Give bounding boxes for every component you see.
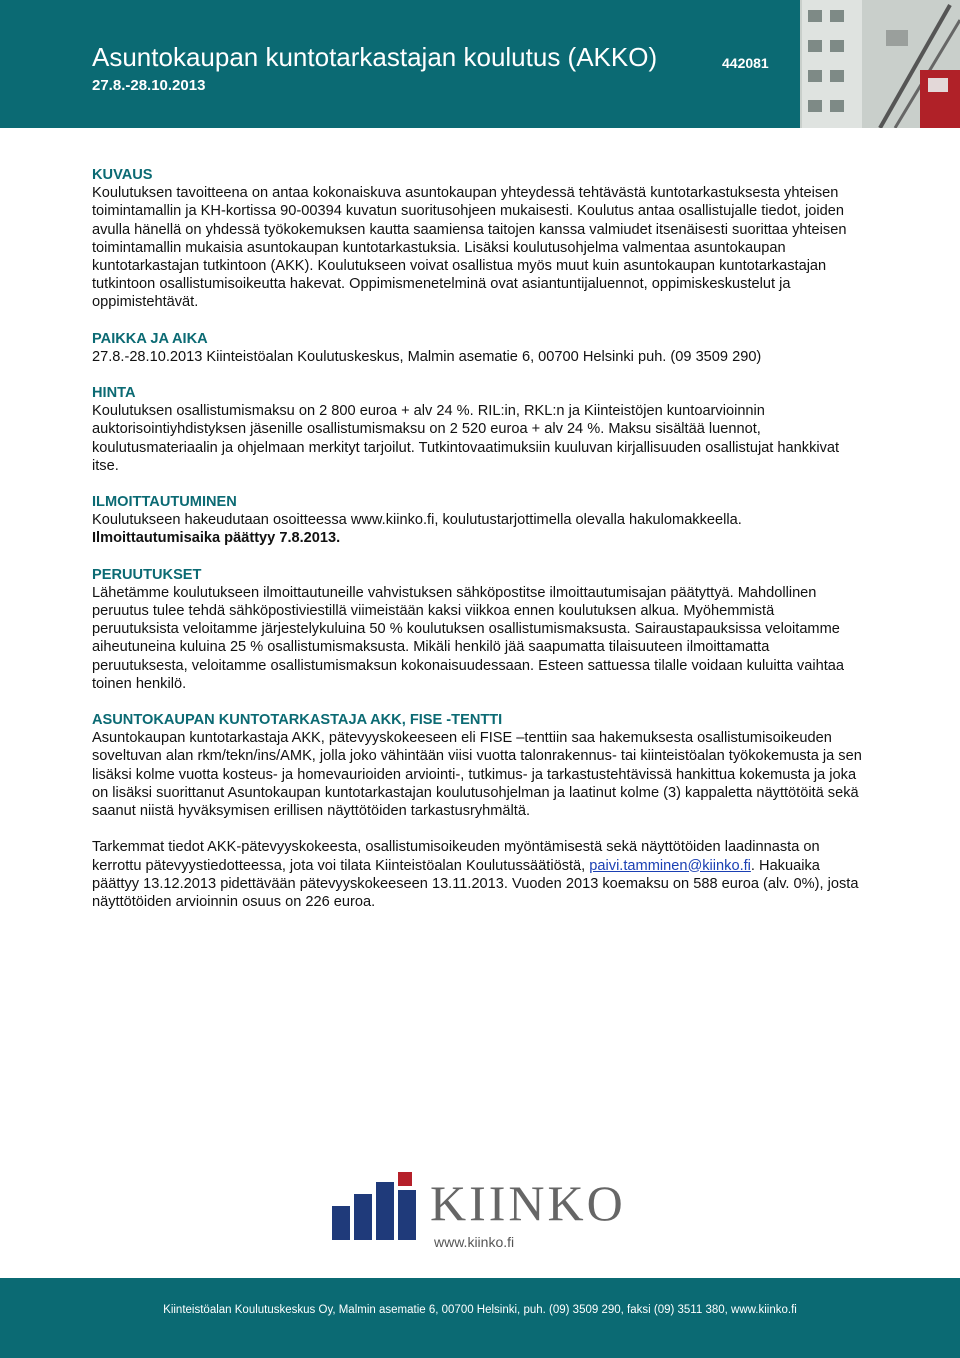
section-text: 27.8.-28.10.2013 Kiinteistöalan Koulutuskeskus, Malmin asematie 6, 00700 Helsinki puh. (09 3509 290) — [92, 348, 762, 365]
course-dates: 27.8.-28.10.2013 — [92, 77, 206, 94]
section-text-details — [92, 838, 862, 911]
section-text: Asuntokaupan kuntotarkastaja AKK, pätevyyskokeeseen eli FISE –tenttiin saa hakemuksesta osallistumisoikeuden soveltuvan alan rkm/tekn/ins/AMK, jolla joko vähintään viisi vuotta talonrakennus- tai kiinteistöalan työkokemusta ja sen lisäksi kolme vuotta kosteus- ja homevaurioiden arviointi-, tutkimus- ja tarkastustehtävissä hankittua kokemusta ja joka on lisäksi suorittanut Asuntokaupan kuntotarkastajan koulutusohjelman ja laatinut kolme (3) kappaletta näyttötöitä sekä saanut niistä hyväksymisen erillisen näyttötöiden tarkastusryhmältä. — [92, 730, 862, 820]
header-banner — [0, 0, 960, 128]
course-code: 442081 — [722, 55, 769, 71]
header-photo — [800, 0, 960, 128]
section-text: Koulutukseen hakeudutaan osoitteessa www.kiinko.fi, koulutustarjottimella olevalla hakulomakkeella. — [92, 512, 742, 529]
section-text: Koulutuksen osallistumismaksu on 2 800 euroa + alv 24 %. RIL:in, RKL:n ja Kiinteistöjen kuntoarvioinnin auktorisointiyhdistyksen jäsenille osallistumismaksu on 2 520 euroa + alv 24 %. Maksu sisältää luennot, koulutusmateriaalin ja ohjelmaan merkityt tarjoilut. Tutkintovaatimuksiin kuuluvan kirjallisuuden osallistujat hankkivat itse. — [92, 403, 840, 474]
building-photo-image — [800, 0, 960, 128]
email-link[interactable]: paivi.tamminen@kiinko.fi — [589, 857, 751, 874]
section-heading: KUVAUS — [92, 167, 153, 183]
section-text: Lähetämme koulutukseen ilmoittautuneille vahvistuksen sähköpostitse ilmoittautumisajan päätyttyä. Mahdollinen peruutus tulee tehdä sähköpostiviestillä viimeistään kaksi viikkoa ennen koulutuksen alkua. Myöhemmistä peruutuksista veloitamme järjestelykuluina 50 % koulutuksen osallistumismaksusta. Sairaustapauksissa veloitamme aiheutuneina kuluina 25 % osallistumismaksusta. Mikäli henkilö jää saapumatta tilaisuuteen ilmoittamatta peruutuksesta, veloitamme osallistumismaksun kokonaisuudessaan. Esteen sattuessa tilalle voidaan kuluitta vaihtaa toinen henkilö. — [92, 584, 844, 692]
logo-wordmark: KIINKO — [430, 1175, 626, 1231]
section-heading: ASUNTOKAUPAN KUNTOTARKASTAJA AKK, FISE -TENTTI — [92, 712, 503, 729]
course-title: Asuntokaupan kuntotarkastajan koulutus (AKKO) — [92, 42, 658, 72]
footer-contact: Kiinteistöalan Koulutuskeskus Oy, Malmin asematie 6, 00700 Helsinki, puh. (09) 3509 290, faksi (09) 3511 380, www.kiinko.fi — [163, 1304, 797, 1316]
section-heading: PERUUTUKSET — [92, 566, 202, 583]
details-text-after: . Hakuaika päättyy 13.12.2013 pidettävään pätevyyskokeeseen 13.11.2013. Vuoden 2013 koemaksu on 588 euroa (alv. 0%), josta näyttötöiden arvioinnin osuus on 226 euroa. — [92, 857, 859, 910]
kiinko-logo — [330, 1162, 640, 1262]
registration-deadline: Ilmoittautumisaika päättyy 7.8.2013. — [92, 530, 341, 547]
section-peruutukset — [92, 566, 862, 693]
section-ilmoittautuminen — [92, 493, 862, 548]
logo-url: www.kiinko.fi — [434, 1234, 515, 1250]
section-heading: ILMOITTAUTUMINEN — [92, 494, 237, 511]
section-text: Koulutuksen tavoitteena on antaa kokonaiskuva asuntokaupan yhteydessä tehtävästä kuntotarkastuksesta yhteisen toimintamallin ja KH-kortissa 90-00394 kuvatun suoritusohjeen mukaisesti. Koulutus antaa osallistujalle tiedot, joiden avulla hänellä on yhdessä työkokemuksen kautta saamiensa taitojen kanssa valmiudet itsenäisesti suorittaa yhteisen toimintamallin mukaisia asuntokaupan kuntotarkastuksia. Lisäksi koulutusohjelma valmentaa asuntokaupan kuntotarkastajan tutkintoon (AKK). Koulutukseen voivat osallistua myös muut kuin asuntokaupan kuntotarkastajan tutkintoon osallistumisoikeutta hakevat. Oppimismenetelminä ovat asiantuntijaluennot, oppimiskeskustelut ja oppimistehtävät. — [92, 185, 847, 311]
document-body — [92, 166, 862, 929]
logo-bars-icon — [330, 1172, 430, 1242]
footer — [0, 1278, 960, 1358]
section-heading: PAIKKA JA AIKA — [92, 330, 208, 347]
section-hinta — [92, 384, 862, 475]
section-akk — [92, 711, 862, 911]
details-text-before: Tarkemmat tiedot AKK-pätevyyskokeesta, osallistumisoikeuden myöntämisestä sekä näyttötöiden laadinnasta on kerrottu pätevyystiedotteessa, jota voi tilata Kiinteistöalan Koulutussäätiöstä, — [92, 839, 820, 874]
section-kuvaus — [92, 166, 862, 312]
section-heading: HINTA — [92, 385, 136, 402]
section-paikka — [92, 330, 862, 366]
